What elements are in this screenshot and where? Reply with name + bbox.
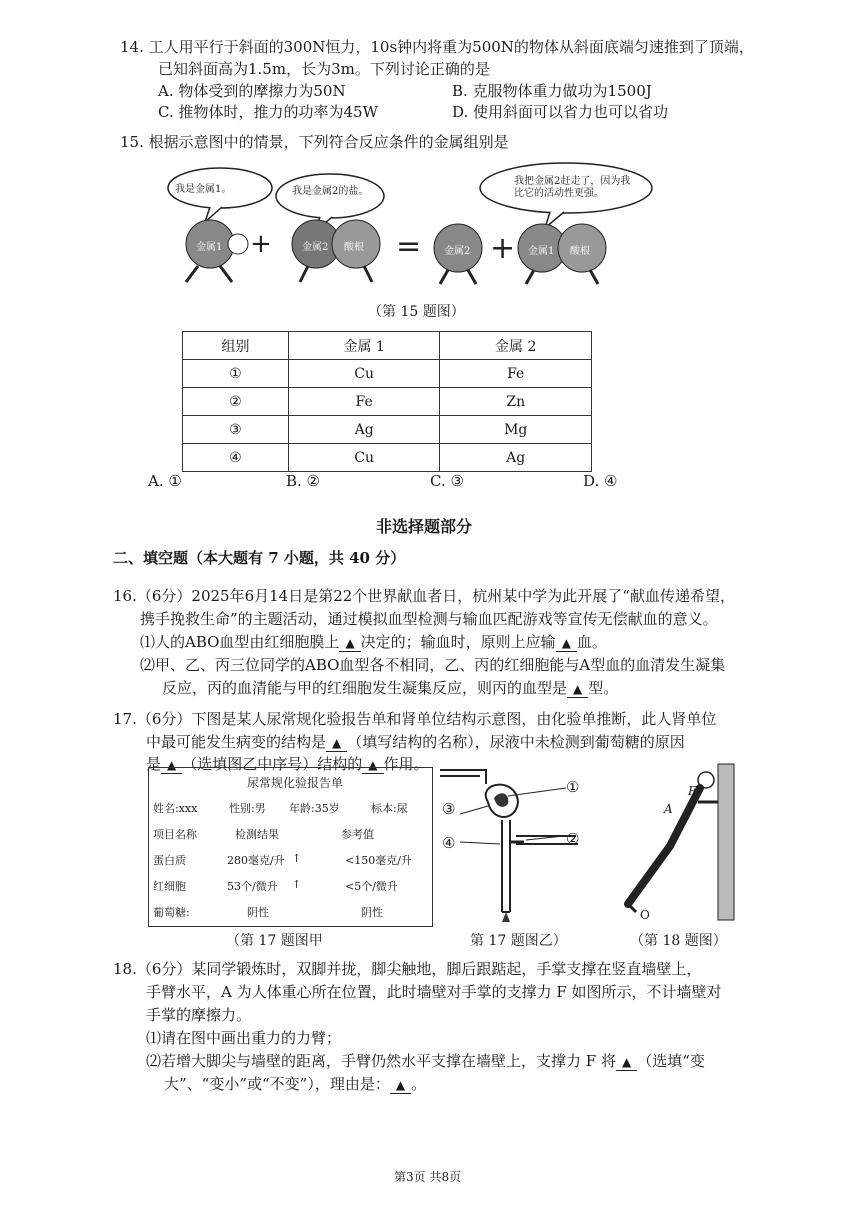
report-row-ref: 阴性 bbox=[361, 906, 383, 919]
q16-line1: 16.（6分）2025年6月14日是第22个世界献血者日，杭州某中学为此开展了“献血传递希望， bbox=[113, 587, 735, 605]
q15-option-c: C. ③ bbox=[430, 472, 464, 490]
q18-line5-a: ⑵若增大脚尖与墙壁的距离，手臂仍然水平支撑在墙壁上，支撑力 F 将 bbox=[146, 1052, 616, 1070]
q15-ball-metal1b: 金属1 bbox=[528, 246, 555, 257]
q16-line3-a: ⑴人的ABO血型由红细胞膜上 bbox=[140, 633, 340, 651]
table-cell: Mg bbox=[440, 416, 592, 444]
q16-line4: ⑵甲、乙、丙三位同学的ABO血型各不相同，乙、丙的红细胞能与A型血的血清发生凝集 bbox=[140, 656, 726, 674]
answer-blank[interactable]: ▲ bbox=[339, 636, 360, 652]
q18-label-F: F bbox=[688, 784, 697, 798]
svg-text:+: + bbox=[490, 231, 516, 266]
q17-caption-b: 第 17 题图乙） bbox=[470, 933, 567, 949]
report-row-result: 阴性 bbox=[247, 906, 269, 919]
report-row-item: 葡萄糖: bbox=[153, 906, 190, 919]
table-cell: Ag bbox=[288, 416, 440, 444]
table-row bbox=[183, 444, 592, 472]
report-row-arrow: ↑ bbox=[292, 852, 302, 865]
q18-caption: （第 18 题图） bbox=[630, 933, 727, 949]
q14-stem-line1: 14. 工人用平行于斜面的300N恒力，10s钟内将重为500N的物体从斜面底端匀速推到了顶端， bbox=[120, 38, 754, 56]
urine-report bbox=[148, 767, 433, 927]
report-row-result: 280毫克/升 bbox=[227, 854, 285, 867]
q18-line1: 18.（6分）某同学锻炼时，双脚并拢，脚尖触地，脚后跟踮起，手掌支撑在竖直墙壁上， bbox=[113, 960, 702, 978]
q17-line2 bbox=[146, 731, 685, 753]
q17-line2-b: （填写结构的名称），尿液中未检测到葡萄糖的原因 bbox=[347, 733, 685, 751]
report-title: 尿常规化验报告单 bbox=[247, 776, 344, 790]
report-row-item: 红细胞 bbox=[153, 880, 186, 893]
q16-line5-a: 反应，丙的血清能与甲的红细胞发生凝集反应，则丙的血型是 bbox=[162, 679, 568, 697]
report-row-ref: <150毫克/升 bbox=[345, 854, 412, 867]
q15-bubble-salt: 我是金属2的盐。 bbox=[292, 186, 369, 197]
answer-blank[interactable]: ▲ bbox=[390, 1078, 411, 1094]
section-title: 非选择题部分 bbox=[376, 517, 473, 536]
nephron-label-4: ④ bbox=[442, 834, 456, 852]
q18-figure bbox=[608, 762, 738, 922]
table-header: 金属 2 bbox=[440, 332, 592, 360]
page-footer: 第3页 共8页 bbox=[394, 1170, 462, 1184]
q18-line6-a: 大”、“变小”或“不变”），理由是： bbox=[164, 1075, 390, 1093]
q14-option-a: A. 物体受到的摩擦力为50N bbox=[158, 82, 346, 100]
report-row-result: 53个/微升 bbox=[227, 880, 278, 893]
table-row bbox=[183, 388, 592, 416]
report-name: 姓名:xxx bbox=[153, 802, 198, 815]
q15-ball-acidb: 酸根 bbox=[570, 246, 590, 257]
table-cell: ④ bbox=[183, 444, 289, 472]
q14-option-c: C. 推物体时，推力的功率为45W bbox=[158, 103, 378, 121]
q14-option-b: B. 克服物体重力做功为1500J bbox=[452, 82, 652, 100]
q15-table bbox=[182, 331, 592, 472]
q14-option-d: D. 使用斜面可以省力也可以省功 bbox=[452, 103, 669, 121]
nephron-label-2: ② bbox=[566, 830, 580, 848]
q18-line2: 手臂水平，A 为人体重心所在位置，此时墙壁对手掌的支撑力 F 如图所示，不计墙壁对 bbox=[146, 983, 722, 1001]
table-header: 金属 1 bbox=[288, 332, 440, 360]
table-row bbox=[183, 416, 592, 444]
q15-bubble-metal1: 我是金属1。 bbox=[175, 184, 232, 195]
report-row-arrow: ↑ bbox=[292, 878, 302, 891]
report-col-ref: 参考值 bbox=[341, 828, 374, 841]
q15-option-b: B. ② bbox=[286, 472, 321, 490]
q15-figure-caption: （第 15 题图） bbox=[368, 304, 465, 320]
q18-label-A: A bbox=[664, 802, 673, 816]
nephron-label-3: ③ bbox=[442, 800, 456, 818]
q18-label-O: O bbox=[640, 908, 650, 922]
table-cell: Ag bbox=[440, 444, 592, 472]
q15-ball-metal1: 金属1 bbox=[196, 242, 223, 253]
table-cell: ② bbox=[183, 388, 289, 416]
svg-text:+: + bbox=[250, 229, 272, 259]
q17-line3-b: （选填图乙中序号）结构的 bbox=[182, 755, 363, 773]
q15-ball-metal2: 金属2 bbox=[302, 242, 329, 253]
answer-blank[interactable]: ▲ bbox=[567, 682, 588, 698]
q18-line6 bbox=[164, 1073, 426, 1095]
q16-line3-b: 决定的；输血时，原则上应输 bbox=[360, 633, 556, 651]
table-cell: Cu bbox=[288, 360, 440, 388]
table-cell: ① bbox=[183, 360, 289, 388]
q15-bubble-displace: 我把金属2赶走了，因为我比它的活动性更强。 bbox=[514, 176, 631, 199]
q18-line6-b: 。 bbox=[411, 1075, 427, 1093]
q15-option-d: D. ④ bbox=[583, 472, 618, 490]
q15-option-a: A. ① bbox=[148, 472, 182, 490]
part2-title: 二、填空题（本大题有 7 小题，共 40 分） bbox=[113, 549, 406, 567]
table-cell: ③ bbox=[183, 416, 289, 444]
q18-line5 bbox=[146, 1050, 705, 1072]
q17-line3-a: 是 bbox=[146, 755, 162, 773]
q16-line5 bbox=[162, 677, 618, 699]
nephron-label-1: ① bbox=[566, 778, 580, 796]
answer-blank[interactable]: ▲ bbox=[616, 1055, 637, 1071]
q16-line5-b: 型。 bbox=[588, 679, 619, 697]
q14-stem-line2: 已知斜面高为1.5m，长为3m。下列讨论正确的是 bbox=[158, 60, 490, 78]
q16-line3-c: 血。 bbox=[576, 633, 607, 651]
q15-ball-metal2b: 金属2 bbox=[444, 246, 471, 257]
table-cell: Zn bbox=[440, 388, 592, 416]
q18-line4: ⑴请在图中画出重力的力臂； bbox=[146, 1029, 342, 1047]
table-cell: Fe bbox=[440, 360, 592, 388]
svg-text:=: = bbox=[396, 229, 422, 264]
q16-line3 bbox=[140, 631, 607, 653]
q15-stem: 15. 根据示意图中的情景，下列符合反应条件的金属组别是 bbox=[120, 133, 509, 151]
q17-line2-a: 中最可能发生病变的结构是 bbox=[146, 733, 327, 751]
q18-line3: 手掌的摩擦力。 bbox=[146, 1006, 252, 1024]
report-sample: 标本:尿 bbox=[371, 802, 408, 815]
table-cell: Cu bbox=[288, 444, 440, 472]
table-header: 组别 bbox=[183, 332, 289, 360]
report-age: 年龄:35岁 bbox=[289, 802, 340, 815]
report-col-result: 检测结果 bbox=[235, 828, 279, 841]
q15-ball-acid: 酸根 bbox=[344, 242, 364, 253]
report-row-ref: <5个/微升 bbox=[345, 880, 398, 893]
report-sex: 性别:男 bbox=[229, 802, 266, 815]
answer-blank[interactable]: ▲ bbox=[326, 736, 347, 752]
report-col-item: 项目名称 bbox=[153, 828, 197, 841]
q18-line5-b: （选填“变 bbox=[637, 1052, 705, 1070]
q16-line2: 携手挽救生命”的主题活动，通过模拟血型检测与输血匹配游戏等宣传无偿献血的意义。 bbox=[140, 610, 718, 628]
answer-blank[interactable]: ▲ bbox=[556, 636, 577, 652]
answer-blank[interactable]: ▲ bbox=[161, 758, 182, 774]
table-cell: Fe bbox=[288, 388, 440, 416]
q17-line1: 17.（6分）下图是某人尿常规化验报告单和肾单位结构示意图，由化验单推断，此人肾单位 bbox=[113, 710, 717, 728]
answer-blank[interactable]: ▲ bbox=[362, 758, 383, 774]
table-row bbox=[183, 360, 592, 388]
q17-line3-c: 作用。 bbox=[383, 755, 429, 773]
report-row-item: 蛋白质 bbox=[153, 854, 186, 867]
q17-caption-a: （第 17 题图甲 bbox=[226, 933, 323, 949]
